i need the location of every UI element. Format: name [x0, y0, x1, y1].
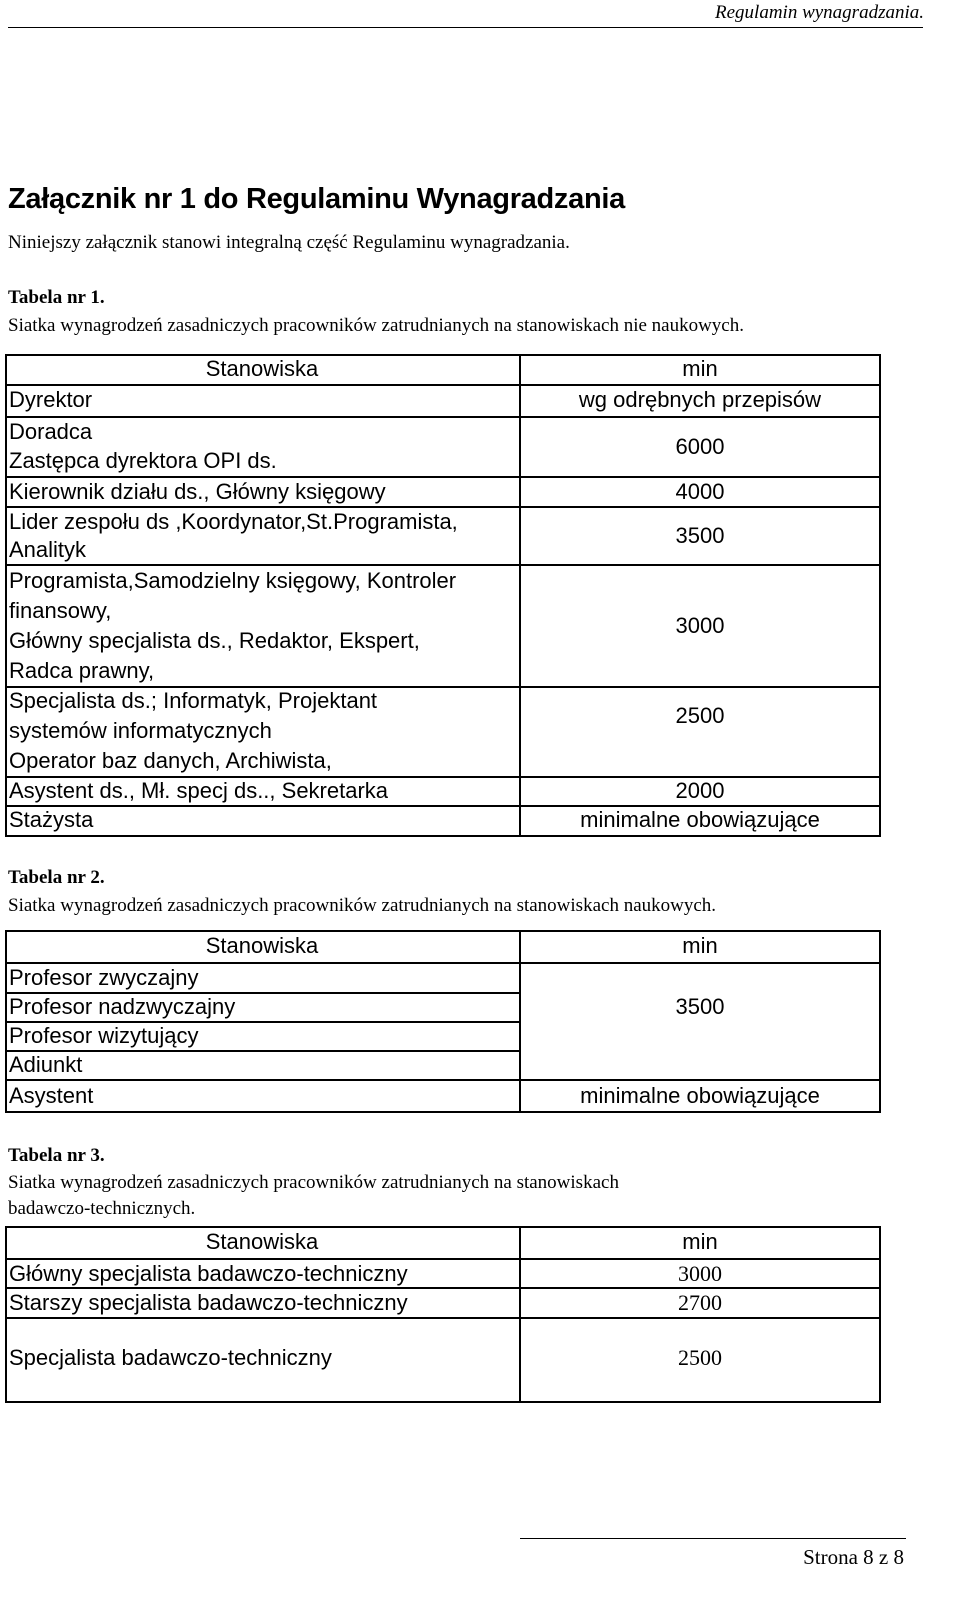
footer-rule [520, 1538, 906, 1539]
table2-header-min: min [682, 933, 718, 958]
table2-row-position: Asystent [9, 1083, 94, 1108]
table1-row-position: Kierownik działu ds., Główny księgowy [9, 479, 386, 504]
table1-row-position: Główny specjalista ds., Redaktor, Ekspert, [9, 628, 420, 653]
table1-row-position: Zastępca dyrektora OPI ds. [9, 448, 277, 473]
table2-group-min: 3500 [675, 994, 725, 1019]
table1-row-position: Programista,Samodzielny księgowy, Kontroler [9, 568, 457, 593]
intro-paragraph: Niniejszy załącznik stanowi integralną część Regulaminu wynagradzania. [8, 232, 570, 253]
page-number: Strona 8 z 8 [803, 1545, 904, 1569]
table3-row-position: Główny specjalista badawczo-techniczny [9, 1261, 408, 1286]
table1-row-min: minimalne obowiązujące [580, 807, 820, 832]
table3-row-min: 2700 [678, 1290, 722, 1315]
table2-header-position: Stanowiska [205, 933, 319, 958]
table2-row-position: Adiunkt [9, 1052, 83, 1077]
table1-row-min: wg odrębnych przepisów [578, 387, 822, 412]
table1-header-position: Stanowiska [205, 356, 319, 381]
table1-row-position: Stażysta [9, 807, 94, 832]
table1-row-min: 4000 [675, 479, 725, 504]
document-title: Załącznik nr 1 do Regulaminu Wynagradzania [8, 183, 625, 215]
table1-row-min: 2000 [675, 778, 725, 803]
table1-description: Siatka wynagrodzeń zasadniczych pracowników zatrudnianych na stanowiskach nie naukowych. [8, 315, 744, 336]
running-header-title: Regulamin wynagradzania. [715, 2, 924, 23]
table3-row-min: 2500 [678, 1345, 722, 1370]
table3-description-line: badawczo-technicznych. [8, 1198, 196, 1219]
table3-header-position: Stanowiska [205, 1229, 319, 1254]
table3 [5, 1226, 881, 1403]
table1-row-min: 6000 [675, 434, 725, 459]
table1-row-position: Dyrektor [9, 387, 93, 412]
table1-row-position: Analityk [9, 537, 87, 562]
table1-row-min: 2500 [675, 703, 725, 728]
table2-label: Tabela nr 2. [8, 867, 105, 888]
table1-label: Tabela nr 1. [8, 287, 105, 308]
table1-row-min: 3500 [675, 523, 725, 548]
table1 [5, 354, 881, 837]
table1-row-position: Operator baz danych, Archiwista, [9, 748, 332, 773]
table1-row-position: Specjalista ds.; Informatyk, Projektant [9, 688, 378, 713]
table1-row-position: finansowy, [9, 598, 112, 623]
table2 [5, 930, 881, 1113]
table1-row-position: systemów informatycznych [9, 718, 272, 743]
table1-row-position: Doradca [9, 419, 93, 444]
table2-row-position: Profesor wizytujący [9, 1023, 199, 1048]
table3-row-position: Specjalista badawczo-techniczny [9, 1345, 332, 1370]
table2-description: Siatka wynagrodzeń zasadniczych pracowników zatrudnianych na stanowiskach naukowych. [8, 895, 717, 916]
table3-description [8, 1170, 908, 1222]
table3-label: Tabela nr 3. [8, 1145, 105, 1166]
header-rule [8, 27, 923, 28]
table2-row-position: Profesor nadzwyczajny [9, 994, 236, 1019]
table1-row-position: Asystent ds., Mł. specj ds.., Sekretarka [9, 778, 389, 803]
table1-row-min: 3000 [675, 613, 725, 638]
table3-row-min: 3000 [678, 1261, 722, 1286]
table2-row-min: minimalne obowiązujące [580, 1083, 820, 1108]
table3-description-line: Siatka wynagrodzeń zasadniczych pracowników zatrudnianych na stanowiskach [8, 1172, 619, 1193]
table3-header-min: min [682, 1229, 718, 1254]
table1-row-position: Radca prawny, [9, 658, 155, 683]
table1-row-position: Lider zespołu ds ,Koordynator,St.Programista, [9, 509, 458, 534]
table1-header-min: min [682, 356, 718, 381]
table3-row-position: Starszy specjalista badawczo-techniczny [9, 1290, 408, 1315]
table2-row-position: Profesor zwyczajny [9, 965, 199, 990]
